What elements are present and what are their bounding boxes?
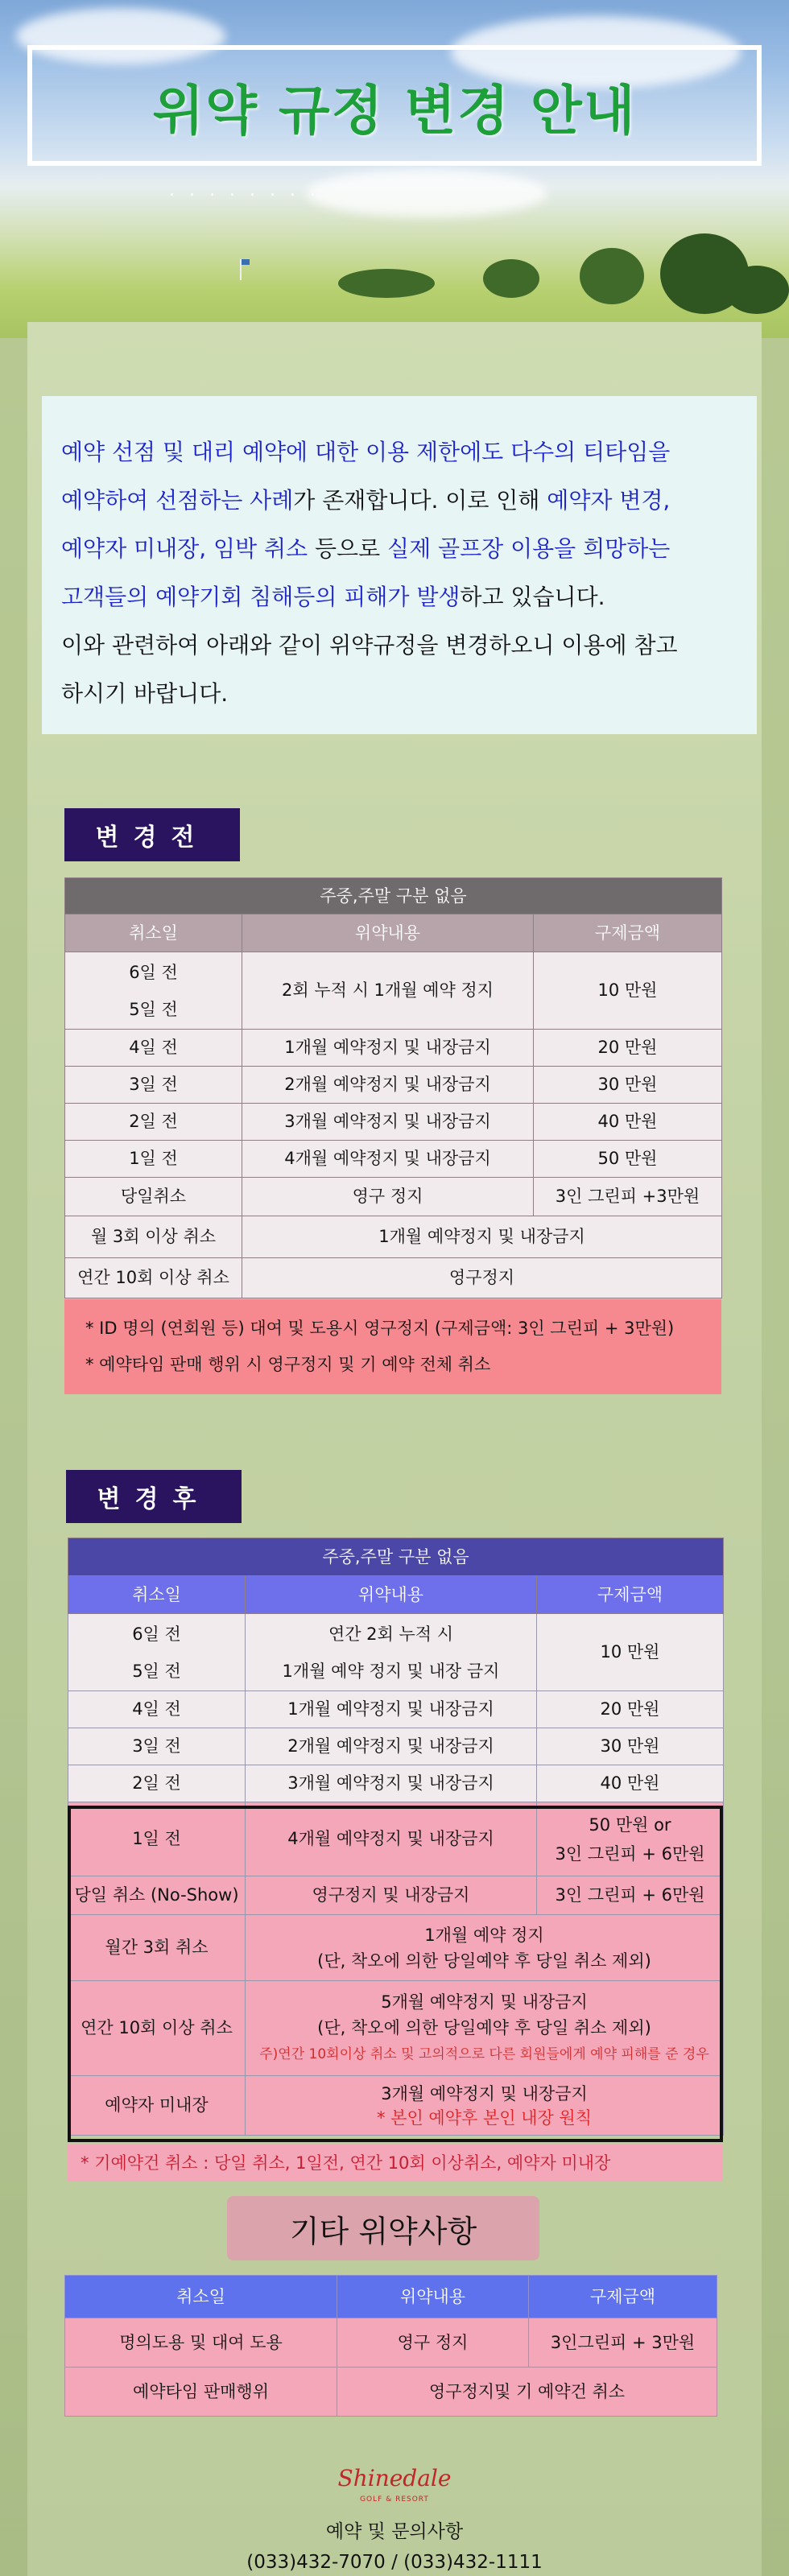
before-table (64, 877, 722, 1298)
intro-text: 등으로 (308, 535, 388, 562)
table-cell: 3인그린피 + 3만원 (529, 2318, 717, 2368)
intro-line (61, 573, 737, 621)
cell-text: (단, 착오에 의한 당일예약 후 당일 취소 제외) (317, 1951, 651, 1971)
table-cell: 3일 전 (68, 1728, 246, 1765)
before-table-caption: 주중,주말 구분 없음 (65, 878, 722, 914)
table-cell: 40 만원 (537, 1765, 724, 1802)
table-cell: 예약타임 판매행위 (65, 2368, 337, 2417)
after-tag: 변경후 (66, 1470, 242, 1523)
col-header-cancel-day: 취소일 (65, 2276, 337, 2318)
table-cell: 2개월 예약정지 및 내장금지 (242, 1067, 534, 1104)
contact-phones: (033)432-7070 / (033)432-1111 (246, 2552, 543, 2573)
table-cell: 영구정지 (242, 1258, 722, 1298)
other-penalties-title: 기타 위약사항 (227, 2196, 539, 2260)
table-cell: 10 만원 (534, 952, 722, 1030)
table-cell: 4일 전 (65, 1030, 242, 1067)
contact-label: 예약 및 문의사항 (325, 2521, 464, 2542)
table-cell: 영구 정지 (242, 1178, 534, 1216)
note-line: * 예약타임 판매 행위 시 영구정지 및 기 예약 전체 취소 (85, 1355, 491, 1374)
table-cell: 영구 정지 (337, 2318, 529, 2368)
col-header-relief-amount: 구제금액 (534, 914, 722, 952)
cell-text: 6일 전 (132, 1624, 181, 1644)
tree (580, 248, 644, 304)
after-table-caption: 주중,주말 구분 없음 (68, 1538, 724, 1576)
intro-notice (42, 396, 757, 734)
table-cell: 4개월 예약정지 및 내장금지 (242, 1141, 534, 1178)
cell-text: 6일 전 (129, 962, 178, 982)
table-cell: 당일 취소 (No-Show) (68, 1876, 246, 1915)
table-cell: 월 3회 이상 취소 (65, 1216, 242, 1258)
table-cell: 3인 그린피 + 6만원 (537, 1876, 724, 1915)
intro-line (61, 621, 737, 670)
cell-text: 1개월 예약 정지 및 내장 금지 (282, 1661, 500, 1681)
table-cell: 4일 전 (68, 1691, 246, 1728)
cell-text: 연간 2회 누적 시 (328, 1624, 454, 1644)
intro-text: 하시기 바랍니다. (61, 680, 229, 707)
table-cell: 40 만원 (534, 1104, 722, 1141)
table-cell: 3개월 예약정지 및 내장금지 (246, 1765, 537, 1802)
table-cell: 명의도용 및 대여 도용 (65, 2318, 337, 2368)
table-cell (537, 1802, 724, 1876)
intro-text: 실제 골프장 이용을 희망하는 (387, 535, 671, 562)
table-cell: 1일 전 (68, 1802, 246, 1876)
cell-text: 3인 그린피 + 6만원 (555, 1843, 705, 1864)
intro-text: 이와 관련하여 아래와 같이 위약규정을 변경하오니 이용에 참고 (61, 632, 678, 658)
cell-text: 5일 전 (129, 999, 178, 1019)
logo-subtitle: GOLF & RESORT (360, 2496, 429, 2504)
table-cell: 2회 누적 시 1개월 예약 정지 (242, 952, 534, 1030)
tree (338, 269, 435, 298)
cell-text: 5일 전 (132, 1661, 181, 1681)
before-notes (64, 1299, 721, 1394)
table-cell: 연간 10회 이상 취소 (68, 1981, 246, 2076)
before-tag: 변경전 (64, 808, 240, 861)
decorative-dots: ........ (169, 180, 330, 200)
intro-text: 예약 선점 및 대리 예약에 대한 이용 제한에도 다수의 티타임을 (61, 439, 671, 465)
cloud (306, 169, 547, 217)
table-cell: 월간 3회 취소 (68, 1915, 246, 1981)
tree (725, 266, 789, 314)
table-cell: 1개월 예약정지 및 내장금지 (242, 1216, 722, 1258)
title-frame (27, 45, 762, 166)
after-note: * 기예약건 취소 : 당일 취소, 1일전, 연간 10회 이상취소, 예약자 미내장 (68, 2145, 723, 2182)
cell-text: 5개월 예약정지 및 내장금지 (381, 1992, 588, 2012)
table-cell: 3개월 예약정지 및 내장금지 (242, 1104, 534, 1141)
tree (483, 259, 539, 298)
intro-text: 예약자 변경, (547, 487, 671, 514)
golf-flag-icon (240, 259, 242, 280)
table-cell: 2일 전 (68, 1765, 246, 1802)
col-header-relief-amount: 구제금액 (537, 1576, 724, 1614)
intro-line (61, 670, 737, 718)
table-cell: 2개월 예약정지 및 내장금지 (246, 1728, 537, 1765)
table-cell: 3인 그린피 +3만원 (534, 1178, 722, 1216)
table-cell: 영구정지및 기 예약건 취소 (337, 2368, 717, 2417)
table-cell: 30 만원 (537, 1728, 724, 1765)
table-cell: 당일취소 (65, 1178, 242, 1216)
cell-text: 50 만원 or (589, 1814, 671, 1835)
col-header-penalty: 위약내용 (246, 1576, 537, 1614)
table-cell: 예약자 미내장 (68, 2076, 246, 2136)
page-title: 위약 규정 변경 안내 (152, 79, 637, 142)
table-cell: 영구정지 및 내장금지 (246, 1876, 537, 1915)
intro-text: 가 존재합니다. 이로 인해 (293, 487, 547, 514)
contact-info (0, 2516, 789, 2576)
col-header-relief-amount: 구제금액 (529, 2276, 717, 2318)
col-header-penalty: 위약내용 (337, 2276, 529, 2318)
header-banner (0, 0, 789, 338)
cell-text: (단, 착오에 의한 당일예약 후 당일 취소 제외) (317, 2017, 651, 2037)
intro-line (61, 428, 737, 477)
table-cell: 10 만원 (537, 1614, 724, 1691)
intro-text: 예약하여 선점하는 사례 (61, 487, 294, 514)
table-cell: 50 만원 (534, 1141, 722, 1178)
table-cell: 1개월 예약정지 및 내장금지 (242, 1030, 534, 1067)
col-header-cancel-day: 취소일 (68, 1576, 246, 1614)
table-cell: 20 만원 (537, 1691, 724, 1728)
intro-text: 하고 있습니다. (460, 584, 605, 610)
col-header-cancel-day: 취소일 (65, 914, 242, 952)
table-cell: 연간 10회 이상 취소 (65, 1258, 242, 1298)
table-cell: 1일 전 (65, 1141, 242, 1178)
table-cell (246, 1915, 724, 1981)
cell-text: 3개월 예약정지 및 내장금지 (381, 2083, 588, 2103)
cell-text: * 본인 예약후 본인 내장 원칙 (376, 2107, 593, 2128)
table-cell (246, 1614, 537, 1691)
logo: Shinedale (337, 2465, 452, 2491)
after-table (68, 1538, 724, 2136)
intro-line (61, 477, 737, 525)
table-cell (68, 1614, 246, 1691)
other-table (64, 2275, 717, 2417)
cell-text: 1개월 예약 정지 (424, 1925, 544, 1945)
cell-text: 주)연간 10회이상 취소 및 고의적으로 다른 회원들에게 예약 피해를 준 경우 (259, 2046, 709, 2062)
intro-text: 예약자 미내장, 임박 취소 (61, 535, 308, 562)
table-cell: 1개월 예약정지 및 내장금지 (246, 1691, 537, 1728)
table-cell: 3일 전 (65, 1067, 242, 1104)
table-cell (246, 1981, 724, 2076)
table-cell: 30 만원 (534, 1067, 722, 1104)
table-cell: 20 만원 (534, 1030, 722, 1067)
table-cell (65, 952, 242, 1030)
intro-text: 고객들의 예약기회 침해등의 피해가 발생 (61, 584, 461, 610)
table-cell: 2일 전 (65, 1104, 242, 1141)
table-cell: 4개월 예약정지 및 내장금지 (246, 1802, 537, 1876)
intro-line (61, 525, 737, 573)
col-header-penalty: 위약내용 (242, 914, 534, 952)
note-line: * ID 명의 (연회원 등) 대여 및 도용시 영구정지 (구제금액: 3인 그린피 + 3만원) (85, 1319, 675, 1338)
table-cell (246, 2076, 724, 2136)
